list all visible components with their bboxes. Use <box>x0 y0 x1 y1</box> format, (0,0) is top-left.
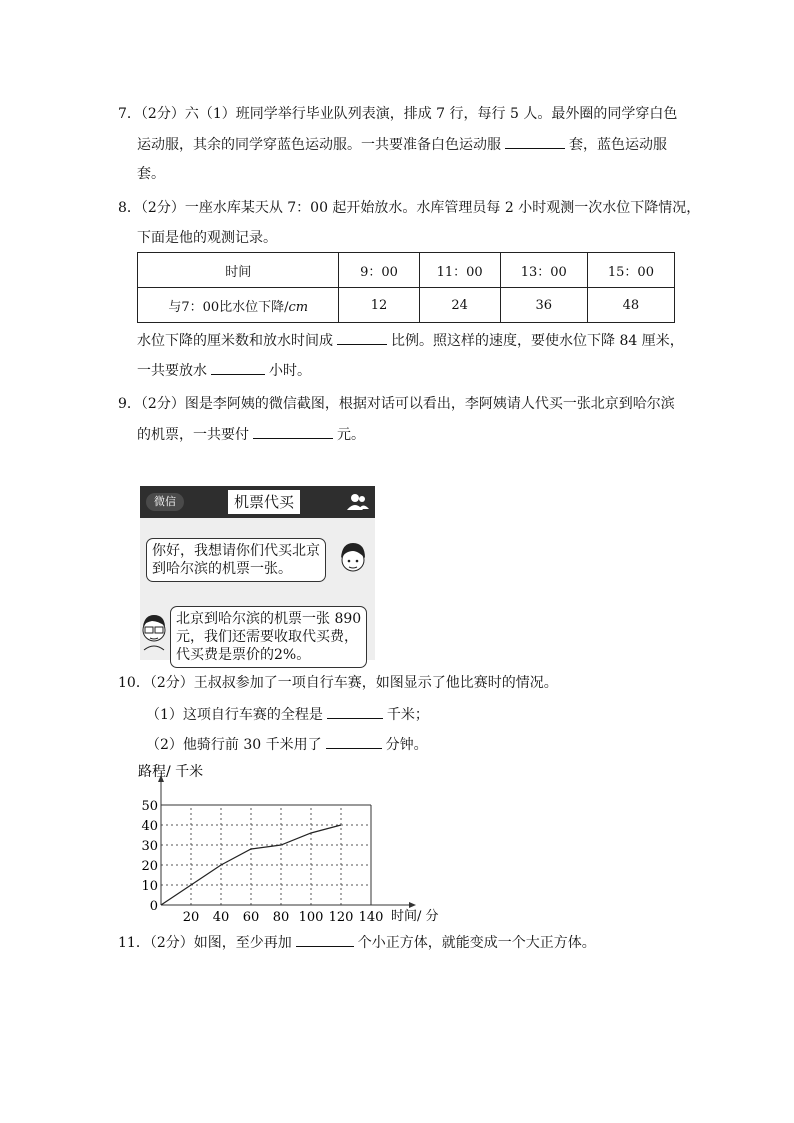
q10-line1: 10．（2分）王叔叔参加了一项自行车赛，如图显示了他比赛时的情况。 <box>118 675 558 691</box>
q7-text: 套，蓝色运动服 <box>569 137 667 153</box>
q8-line1: 8．（2分）一座水库某天从 7：00 起开始放水。水库管理员每 2 小时观测一次水位下降情况， <box>118 200 701 216</box>
table-cell: 48 <box>587 288 674 323</box>
x-tick-label: 60 <box>242 910 260 925</box>
table-row <box>138 253 675 288</box>
q10-text: （2）他骑行前 30 千米用了 <box>146 737 322 753</box>
q9-line2 <box>137 424 365 445</box>
x-axis-arrow-icon <box>409 902 416 908</box>
x-axis-label: 时间/ 分 <box>391 909 439 924</box>
chart-grid <box>161 805 371 905</box>
y-tick-label: 50 <box>141 799 158 814</box>
q8-after-line1 <box>137 330 684 351</box>
q8-line2: 下面是他的观测记录。 <box>137 230 277 246</box>
q8-blank-hours[interactable] <box>211 360 265 375</box>
x-tick-label: 80 <box>272 910 290 925</box>
q10-text: 千米； <box>386 707 429 723</box>
x-tick-label: 40 <box>212 910 230 925</box>
q8-blank-proportion[interactable] <box>337 330 387 345</box>
y-tick-label: 20 <box>141 859 158 874</box>
x-tick-label: 20 <box>182 910 200 925</box>
q7-line2 <box>137 134 667 155</box>
q10-blank-minutes[interactable] <box>326 734 382 749</box>
y-tick-label: 30 <box>141 839 158 854</box>
table-cell: 9：00 <box>339 253 419 288</box>
message-line: 北京到哈尔滨的机票一张 890 <box>176 611 362 627</box>
message-line: 元，我们还需要收取代买费， <box>176 629 358 645</box>
table-cell: 24 <box>419 288 500 323</box>
q9-text: 元。 <box>337 427 365 443</box>
table-cell: 12 <box>339 288 419 323</box>
q10-text: 分钟。 <box>385 737 428 753</box>
table-cell: 36 <box>500 288 587 323</box>
message-line: 到哈尔滨的机票一张。 <box>152 561 292 577</box>
q8-text: 比例。照这样的速度，要使水位下降 84 厘米， <box>391 333 684 349</box>
wechat-title-bar <box>140 486 375 518</box>
wechat-screenshot <box>140 486 375 663</box>
q10-sub1 <box>146 704 429 725</box>
q9-blank-total[interactable] <box>253 424 333 439</box>
x-tick-label: 140 <box>358 910 384 925</box>
q7-line1: 7．（2分）六（1）班同学举行毕业队列表演，排成 7 行，每行 5 人。最外圈的同学穿白色 <box>118 106 678 122</box>
q11-line <box>118 932 596 953</box>
q8-text: 一共要放水 <box>137 363 207 379</box>
q7-text: 运动服，其余的同学穿蓝色运动服。一共要准备白色运动服 <box>137 137 501 153</box>
avatar-agent-icon <box>140 610 168 652</box>
wechat-back-button: 微信 <box>146 493 184 511</box>
q9-line1: 9．（2分）图是李阿姨的微信截图，根据对话可以看出，李阿姨请人代买一张北京到哈尔滨 <box>118 396 675 412</box>
message-line: 你好，我想请你们代买北京 <box>152 543 320 559</box>
x-tick-label: 120 <box>328 910 354 925</box>
q11-blank-cubes[interactable] <box>296 932 354 947</box>
q7-blank-white[interactable] <box>505 134 565 149</box>
cycling-distance-chart <box>136 758 466 928</box>
q10-sub2 <box>146 734 428 755</box>
q11-text: 个小正方体，就能变成一个大正方体。 <box>357 935 596 951</box>
table-cell: 时间 <box>138 253 339 288</box>
message-line: 代买费是票价的2%。 <box>176 647 311 663</box>
q11-text: 11．（2分）如图，至少再加 <box>118 935 292 951</box>
table-cell: 15：00 <box>587 253 674 288</box>
table-cell <box>138 288 339 323</box>
row-label: 与7：00比水位下降/ <box>168 299 289 315</box>
chat-message-request <box>146 538 326 582</box>
table-cell: 11：00 <box>419 253 500 288</box>
observation-table <box>137 252 675 323</box>
y-tick-label: 10 <box>141 879 158 894</box>
q9-text: 的机票，一共要付 <box>137 427 249 443</box>
avatar-customer-icon <box>338 538 368 578</box>
table-cell: 13：00 <box>500 253 587 288</box>
q8-text: 水位下降的厘米数和放水时间成 <box>137 333 333 349</box>
y-tick-label: 0 <box>149 899 158 914</box>
q10-text: （1）这项自行车赛的全程是 <box>146 707 323 723</box>
q10-blank-distance[interactable] <box>327 704 383 719</box>
x-tick-label: 100 <box>298 910 324 925</box>
chat-message-reply <box>170 606 367 668</box>
q8-text: 小时。 <box>269 363 311 379</box>
wechat-chat-area <box>140 518 375 663</box>
y-axis-label: 路程/ 千米 <box>138 764 204 780</box>
q7-line3: 套。 <box>137 166 165 182</box>
wechat-chat-title: 机票代买 <box>228 490 300 514</box>
y-tick-label: 40 <box>141 819 158 834</box>
table-row <box>138 288 675 323</box>
q8-after-line2 <box>137 360 311 381</box>
contacts-icon <box>345 491 371 513</box>
unit: cm <box>288 299 309 315</box>
